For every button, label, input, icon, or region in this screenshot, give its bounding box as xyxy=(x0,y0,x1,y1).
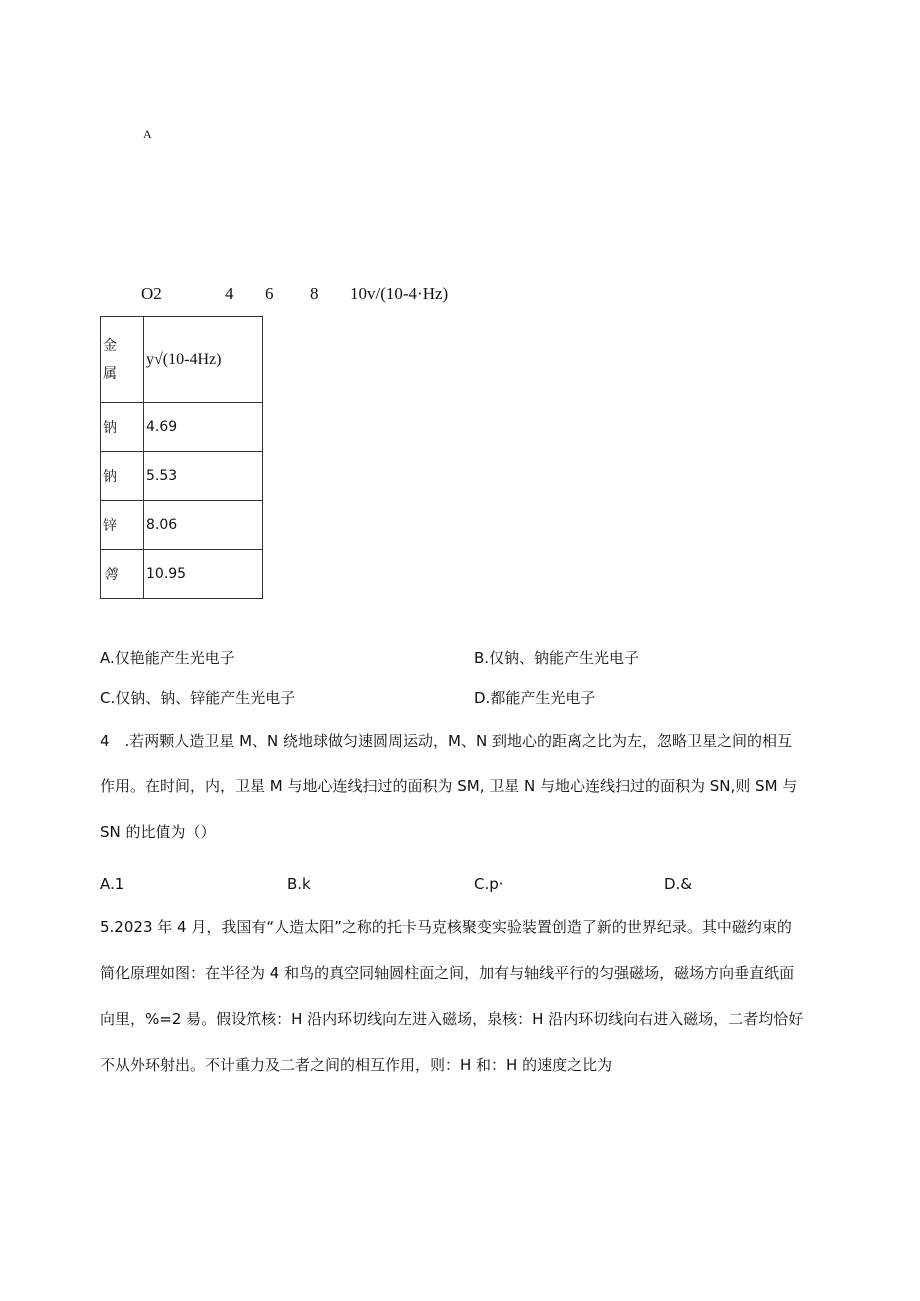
table-header-row xyxy=(101,317,263,403)
table-row xyxy=(101,501,263,550)
figure-corner-mark: A xyxy=(143,127,152,141)
value-cell: 4.69 xyxy=(144,403,263,452)
q5-text-line: 5.2023 年 4 月，我国有“人造太阳”之称的托卡马克核聚变实验装置创造了新的世界纪录。其中磁约束的 xyxy=(100,918,792,936)
q3-option-c: C.仅钠、钠、锌能产生光电子 xyxy=(100,689,296,707)
q4-option-a: A.1 xyxy=(100,875,125,893)
metal-cell: 钠 xyxy=(101,403,144,452)
q5-text-line: 向里，%=2 昜。假设笊核：H 沿内环切线向左进入磁场，泉核：H 沿内环切线向右进入磁场，二者均恰好 xyxy=(100,1010,804,1028)
axis-tick: 8 xyxy=(310,284,319,303)
axis-label: 10v/(10-4·Hz) xyxy=(350,284,449,303)
metal-cell: 鸰 xyxy=(101,550,144,599)
metal-cell: 锌 xyxy=(101,501,144,550)
axis-tick: 6 xyxy=(265,284,274,303)
metals-table xyxy=(100,316,263,599)
q4-option-d: D.& xyxy=(664,875,693,893)
header-metal xyxy=(101,317,144,403)
value-cell: 5.53 xyxy=(144,452,263,501)
q5-text-line: 不从外环射出。不计重力及二者之间的相互作用，则：H 和：H 的速度之比为 xyxy=(100,1056,613,1074)
metal-cell: 钠 xyxy=(101,452,144,501)
axis-tick-origin: O2 xyxy=(141,284,162,303)
q4-option-c: C.p· xyxy=(474,875,504,893)
q4-text-line: SN 的比值为（） xyxy=(100,823,216,841)
q3-option-a: A.仅艳能产生光电子 xyxy=(100,649,235,667)
value-cell: 10.95 xyxy=(144,550,263,599)
table-row xyxy=(101,550,263,599)
q4-text-line: 作用。在时间，内，卫星 M 与地心连线扫过的面积为 SM, 卫星 N 与地心连线扫过的面积为 SN,则 SM 与 xyxy=(100,777,798,795)
q3-option-d: D.都能产生光电子 xyxy=(474,689,596,707)
q3-option-b: B.仅钠、钠能产生光电子 xyxy=(474,649,640,667)
axis-tick: 4 xyxy=(225,284,234,303)
header-metal-label: 金属 xyxy=(103,337,117,382)
value-cell: 8.06 xyxy=(144,501,263,550)
header-frequency: y√(10-4Hz) xyxy=(144,317,263,403)
table-row xyxy=(101,403,263,452)
q5-text-line: 简化原理如图：在半径为 4 和鸟的真空同轴圆柱面之间，加有与轴线平行的匀强磁场，磁场方向垂直纸面 xyxy=(100,964,795,982)
q4-text-line: 4 .若两颗人造卫星 M、N 绕地球做匀速圆周运动，M、N 到地心的距离之比为左，忽略卫星之间的相互 xyxy=(100,732,792,750)
table-row xyxy=(101,452,263,501)
q4-option-b: B.k xyxy=(287,875,311,893)
